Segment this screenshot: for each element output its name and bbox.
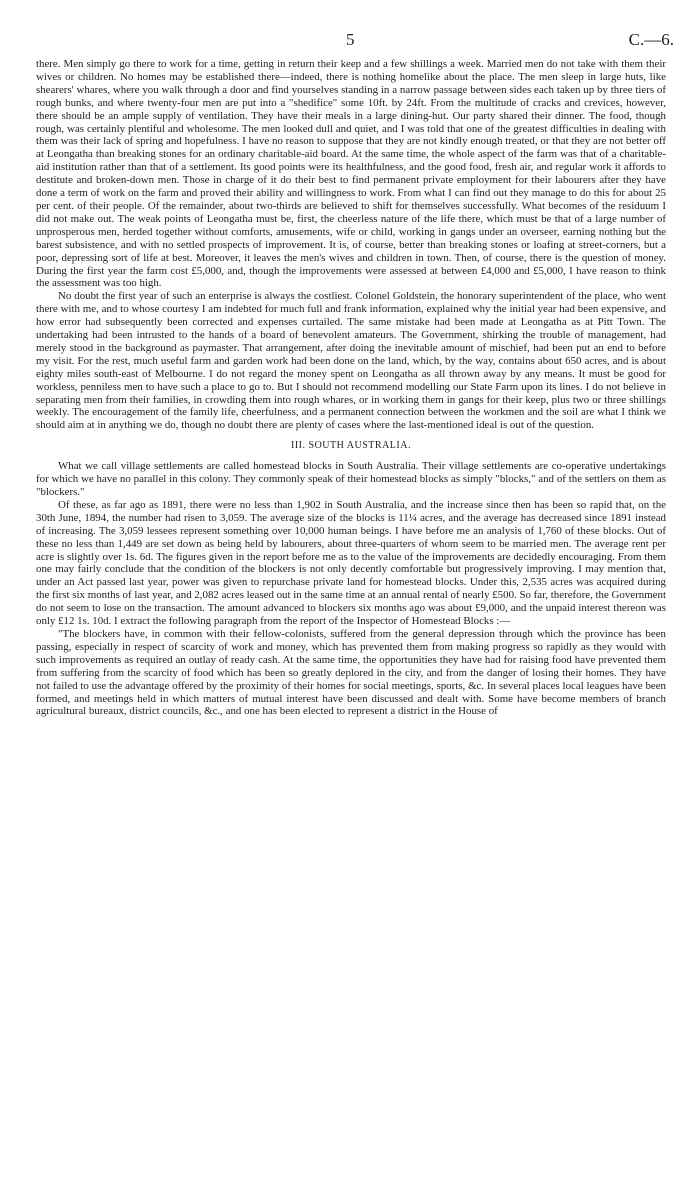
paragraph-leongatha-costs: No doubt the first year of such an enterprise is always the costliest. Colonel Goldstein, the honorary superintendent of the place, who went there with me, and to whose courtesy I am indebted for much full and frank information, explained why the initial year had been expensive, and how error had subsequently been corrected and expenses curtailed. The same mistake had been made at Leongatha as at Pitt Town. The undertaking had been intrusted to the hands of a board of benevolent amateurs. The Government, shirking the trouble of management, had merely stood in the background as paymaster. That arrangement, after doing the inevitable amount of mischief, had been put an end to before my visit. For the rest, much useful farm and garden work had been done on the land, which, by the way, contains about 650 acres, and is about eighty miles south-east of Melbourne. I do not regard the money spent on Leongatha as all thrown away by any means. It must be good for workless, penniless men to have such a place to go to. But I should not recommend modelling our State Farm upon its lines. I do not believe in separating men from their families, in crowding them into rough whares, or in working them in gangs for their keep, plus two or three shillings weekly. The encouragement of the family life, cheerfulness, and a permanent connection between the workmen and the soil are what I think we should aim at in anything we do, though no doubt there are plenty of cases where the last-mentioned ideal is out of the question.	[36, 290, 666, 432]
section-heading: III. SOUTH AUSTRALIA.	[291, 440, 411, 452]
document-page	[36, 0, 674, 718]
page-number: 5	[346, 30, 355, 49]
paragraph-inspector-quote: "The blockers have, in common with their fellow-colonists, suffered from the general depression through which the province has been passing, especially in respect of scarcity of work and money, which has prevented them from making progress so rapidly as they would with such improvements as required an outlay of ready cash. At the same time, the opportunities they have had for raising food have prevented them from suffering from the scarcity of food which has been so greatly deplored in the city, and from the danger of losing their homes. They have not failed to use the advantage offered by the proximity of their homes for social meetings, sports, &c. In several places local leagues have been formed, and meetings held in which matters of mutual interest have been discussed and dealt with. Some have become members of branch agricultural bureaux, district councils, &c., and one has been elected to represent a district in the House of	[36, 627, 666, 718]
page-header	[36, 0, 674, 58]
paper-reference: C.—6.	[628, 30, 674, 49]
paragraph-leongatha-description: there. Men simply go there to work for a time, getting in return their keep and a few shillings a week. Married men do not take with them their wives or children. No homes may be established there—indeed, there is nothing homelike about the place. The men sleep in large huts, like shearers' whares, where you walk through a door and find yourselves standing in a narrow passage between sides each taken up by three tiers of rough bunks, and where twenty-four men are put into a "shedifice" some 10ft. by 24ft. From the multitude of cracks and crevices, however, there should be an ample supply of ventilation. They have their meals in a large dining-hut. Our party shared their dinner. The food, though rough, was certainly plentiful and wholesome. The men looked dull and quiet, and I was told that one of the greatest difficulties in dealing with them was their lack of spring and hopefulness. I have no reason to suppose that they are not kindly enough treated, or that they are not better off at Leongatha than breaking stones for an ordinary charitable-aid board. At the same time, the whole aspect of the farm was that of a charitable-aid institution rather than that of a settlement. Its good points were its healthfulness, and the good food, fresh air, and regular work it affords to destitute and broken-down men. Those in charge of it do their best to find permanent private employment for their labourers after they have done a term of work on the farm and proved their ability and willingness to work. From what I can find out they manage to do this for about 25 per cent. of their people. Of the remainder, about two-thirds are believed to shift for themselves successfully. What becomes of the residuum I did not make out. The weak points of Leongatha must be, first, the cheerless nature of the life there, which must be that of a large number of unprosperous men, herded together without comforts, amusements, wife or child, working in gangs under an overseer, earning nothing but the barest subsistence, and with no settled prospects of improvement. It is, of course, better than breaking stones or loafing at street-corners, but a poor, depressing sort of life at best. Moreover, it leaves the men's wives and children in town. Then, of course, there is the question of money. During the first year the farm cost £5,000, and, though the improvements were assessed at between £4,000 and £5,000, I have reason to think the assessment was too high.	[36, 58, 666, 290]
paragraph-homestead-blocks: What we call village settlements are called homestead blocks in South Australia. Their village settlements are co-operative undertakings for which we have no parallel in this colony. They commonly speak of their homestead blocks as simply "blocks," and of the settlers on them as "blockers."	[36, 460, 666, 498]
body-text	[36, 58, 666, 718]
paragraph-block-statistics: Of these, as far ago as 1891, there were no less than 1,902 in South Australia, and the increase since then has been so rapid that, on the 30th June, 1894, the number had risen to 3,059. The average size of the blocks is 11¼ acres, and the average has decreased since 1891 instead of increasing. The 3,059 lessees represent something over 10,000 human beings. I have before me an analysis of 1,760 of these blocks. Out of these no less than 1,449 are set down as being held by labourers, about three-quarters of whom seem to be married men. The average rent per acre is slightly over 1s. 6d. The figures given in the report before me as to the value of the improvements are decidedly encouraging. From them one may fairly conclude that the condition of the blockers is not only decently comfortable but progressively improving. I may mention that, under an Act passed last year, power was given to repurchase private land for homestead blocks. Under this, 2,535 acres was acquired during the first six months of last year, and 2,082 acres leased out in the same time at an annual rental of nearly £500. So far, therefore, the Government do not seem to lose on the transaction. The amount advanced to blockers six months ago was about £9,000, and the unpaid interest thereon was only £12 1s. 10d. I extract the following paragraph from the report of the Inspector of Homestead Blocks :—	[36, 498, 666, 628]
